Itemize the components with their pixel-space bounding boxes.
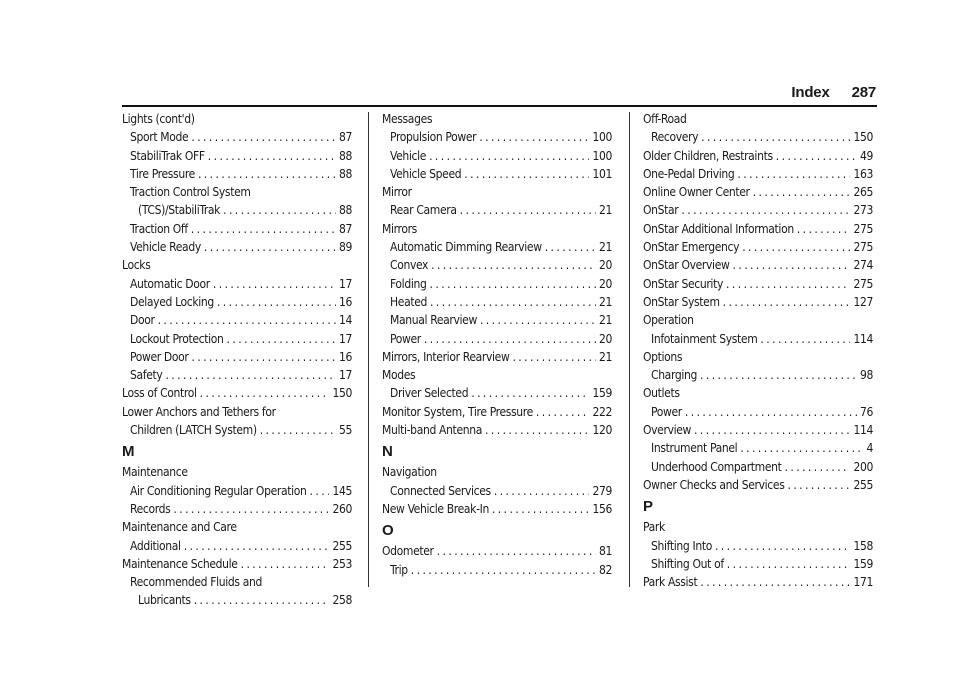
- index-entry: [643, 293, 873, 311]
- index-entry: [122, 482, 352, 500]
- dot-leader: [753, 183, 851, 201]
- entry-page-ref: 20: [598, 276, 612, 291]
- entry-page-ref: 274: [853, 258, 873, 273]
- index-entry: [643, 256, 873, 274]
- entry-term: Older Children, Restraints: [643, 148, 773, 163]
- index-entry: [643, 275, 873, 293]
- entry-term: OnStar: [643, 203, 679, 218]
- dot-leader: [213, 275, 336, 293]
- entry-page-ref: 88: [338, 148, 352, 163]
- index-heading: Operation: [643, 313, 694, 328]
- header-rule: [122, 105, 877, 107]
- entry-term: Power: [390, 331, 421, 346]
- entry-term: Tire Pressure: [130, 166, 195, 181]
- dot-leader: [681, 201, 850, 219]
- index-entry: [122, 311, 352, 329]
- index-entry: [122, 591, 352, 609]
- index-entry: [122, 293, 352, 311]
- index-column-3: [643, 110, 873, 591]
- index-heading: Messages: [382, 112, 433, 126]
- entry-page-ref: 21: [598, 349, 612, 364]
- index-entry: [382, 561, 612, 579]
- dot-leader: [198, 165, 336, 183]
- column-divider-2: [629, 112, 630, 587]
- entry-term: Underhood Compartment: [651, 459, 782, 474]
- entry-term: Folding: [390, 276, 427, 291]
- index-entry: [382, 384, 612, 402]
- entry-page-ref: 114: [853, 331, 873, 346]
- entry-page-ref: 76: [859, 404, 873, 419]
- entry-term: OnStar Security: [643, 276, 723, 291]
- entry-page-ref: 171: [853, 575, 873, 590]
- entry-page-ref: 255: [853, 477, 873, 492]
- entry-term: Propulsion Power: [390, 130, 477, 145]
- entry-term: Driver Selected: [390, 386, 469, 401]
- entry-term: (TCS)/StabiliTrak: [138, 203, 221, 218]
- index-entry: [382, 500, 612, 518]
- entry-term: OnStar Additional Information: [643, 221, 794, 236]
- dot-leader: [310, 482, 330, 500]
- index-entry: [382, 275, 612, 293]
- dot-leader: [715, 537, 850, 555]
- entry-page-ref: 258: [332, 593, 352, 608]
- index-entry: [643, 537, 873, 555]
- index-entry: [122, 220, 352, 238]
- dot-leader: [165, 366, 336, 384]
- entry-term: Shifting Out of: [651, 556, 724, 571]
- index-entry: [122, 421, 352, 439]
- index-heading: Maintenance: [122, 465, 188, 480]
- index-column-1: [122, 110, 352, 610]
- entry-page-ref: 255: [332, 538, 352, 553]
- index-heading: Traction Control System: [130, 185, 251, 200]
- index-entry: [643, 439, 873, 457]
- entry-term: OnStar System: [643, 294, 720, 309]
- entry-term: Door: [130, 313, 155, 328]
- dot-leader: [694, 421, 850, 439]
- dot-leader: [464, 165, 589, 183]
- dot-leader: [737, 165, 850, 183]
- entry-page-ref: 81: [598, 544, 612, 559]
- entry-term: OnStar Overview: [643, 258, 730, 273]
- index-entry: [122, 500, 352, 518]
- entry-term: Power: [651, 404, 682, 419]
- index-heading: Locks: [122, 258, 151, 273]
- entry-term: Odometer: [382, 544, 434, 559]
- dot-leader: [726, 275, 850, 293]
- entry-page-ref: 100: [592, 148, 612, 163]
- index-entry: [382, 293, 612, 311]
- index-entry: [643, 238, 873, 256]
- dot-leader: [700, 366, 857, 384]
- index-entry: [382, 348, 612, 366]
- dot-leader: [429, 147, 589, 165]
- entry-page-ref: 159: [592, 386, 612, 401]
- dot-leader: [536, 403, 590, 421]
- entry-page-ref: 114: [853, 423, 873, 438]
- dot-leader: [217, 293, 336, 311]
- index-heading: Outlets: [643, 386, 680, 401]
- entry-term: Connected Services: [390, 483, 491, 498]
- entry-term: Lockout Protection: [130, 331, 224, 346]
- dot-leader: [191, 220, 336, 238]
- index-entry: [122, 537, 352, 555]
- entry-page-ref: 275: [853, 276, 873, 291]
- entry-term: Power Door: [130, 349, 189, 364]
- entry-term: Rear Camera: [390, 203, 457, 218]
- index-entry: [122, 366, 352, 384]
- entry-page-ref: 159: [853, 556, 873, 571]
- entry-page-ref: 145: [332, 483, 352, 498]
- entry-page-ref: 87: [338, 221, 352, 236]
- index-entry: [122, 330, 352, 348]
- entry-term: Automatic Dimming Rearview: [390, 240, 542, 255]
- dot-leader: [479, 128, 589, 146]
- index-entry: [382, 165, 612, 183]
- entry-page-ref: 87: [338, 130, 352, 145]
- dot-leader: [437, 542, 596, 560]
- entry-term: Traction Off: [130, 221, 188, 236]
- index-entry: [643, 403, 873, 421]
- entry-term: Trip: [390, 562, 408, 577]
- dot-leader: [424, 330, 596, 348]
- entry-term: Multi-band Antenna: [382, 423, 482, 438]
- entry-term: Shifting Into: [651, 538, 712, 553]
- dot-leader: [223, 201, 336, 219]
- index-heading: Maintenance and Care: [122, 520, 237, 535]
- index-entry: [382, 421, 612, 439]
- page-number: 287: [851, 84, 876, 101]
- entry-term: Maintenance Schedule: [122, 556, 238, 571]
- entry-page-ref: 20: [598, 331, 612, 346]
- index-entry: [382, 311, 612, 329]
- entry-term: Additional: [130, 538, 181, 553]
- entry-term: Infotainment System: [651, 331, 758, 346]
- entry-term: Sport Mode: [130, 130, 189, 145]
- entry-page-ref: 273: [853, 203, 873, 218]
- entry-page-ref: 88: [338, 166, 352, 181]
- entry-term: Automatic Door: [130, 276, 210, 291]
- entry-term: Overview: [643, 423, 692, 438]
- dot-leader: [701, 128, 850, 146]
- page-header: [0, 84, 876, 101]
- dot-leader: [411, 561, 596, 579]
- section-letter: O: [382, 522, 394, 540]
- dot-leader: [685, 403, 857, 421]
- entry-page-ref: 200: [853, 459, 873, 474]
- index-heading: Mirrors: [382, 221, 417, 236]
- dot-leader: [184, 537, 330, 555]
- index-entry: [643, 128, 873, 146]
- entry-term: Records: [130, 501, 171, 516]
- entry-term: Vehicle Ready: [130, 240, 201, 255]
- entry-page-ref: 17: [338, 276, 352, 291]
- entry-term: Mirrors, Interior Rearview: [382, 349, 510, 364]
- index-entry: [122, 555, 352, 573]
- index-entry: [643, 573, 873, 591]
- entry-page-ref: 21: [598, 294, 612, 309]
- entry-page-ref: 222: [592, 404, 612, 419]
- dot-leader: [200, 384, 330, 402]
- index-heading: Modes: [382, 368, 416, 383]
- index-entry: [643, 421, 873, 439]
- dot-leader: [471, 384, 589, 402]
- index-entry: [122, 275, 352, 293]
- dot-leader: [191, 348, 335, 366]
- dot-leader: [194, 591, 330, 609]
- entry-page-ref: 16: [338, 294, 352, 309]
- index-entry: [122, 128, 352, 146]
- dot-leader: [431, 256, 596, 274]
- entry-page-ref: 21: [598, 203, 612, 218]
- dot-leader: [492, 500, 590, 518]
- index-heading: Mirror: [382, 185, 412, 200]
- index-heading: Off-Road: [643, 112, 687, 126]
- dot-leader: [260, 421, 336, 439]
- entry-page-ref: 127: [853, 294, 873, 309]
- index-entry: [122, 348, 352, 366]
- dot-leader: [742, 238, 850, 256]
- section-letter: N: [382, 443, 393, 461]
- dot-leader: [512, 348, 596, 366]
- index-entry: [382, 542, 612, 560]
- entry-page-ref: 21: [598, 313, 612, 328]
- index-heading: Park: [643, 520, 665, 535]
- index-entry: [122, 238, 352, 256]
- index-entry: [643, 220, 873, 238]
- entry-page-ref: 89: [338, 240, 352, 255]
- entry-term: Vehicle Speed: [390, 166, 462, 181]
- entry-page-ref: 88: [338, 203, 352, 218]
- entry-term: New Vehicle Break-In: [382, 501, 489, 516]
- entry-page-ref: 265: [853, 185, 873, 200]
- dot-leader: [241, 555, 330, 573]
- entry-page-ref: 163: [853, 166, 873, 181]
- entry-page-ref: 14: [338, 313, 352, 328]
- entry-term: Instrument Panel: [651, 441, 738, 456]
- index-column-2: [382, 110, 612, 579]
- entry-page-ref: 150: [332, 386, 352, 401]
- entry-page-ref: 260: [332, 501, 352, 516]
- index-entry: [382, 330, 612, 348]
- index-entry: [643, 147, 873, 165]
- entry-page-ref: 21: [598, 240, 612, 255]
- index-entry: [643, 165, 873, 183]
- dot-leader: [173, 500, 329, 518]
- section-letter: M: [122, 443, 135, 461]
- entry-term: Manual Rearview: [390, 313, 477, 328]
- dot-leader: [430, 275, 596, 293]
- entry-page-ref: 98: [859, 368, 873, 383]
- index-entry: [122, 165, 352, 183]
- entry-page-ref: 279: [592, 483, 612, 498]
- entry-term: Lubricants: [138, 593, 191, 608]
- section-letter: P: [643, 498, 654, 516]
- entry-page-ref: 275: [853, 221, 873, 236]
- index-entry: [643, 201, 873, 219]
- dot-leader: [545, 238, 596, 256]
- dot-leader: [776, 147, 857, 165]
- index-entry: [643, 330, 873, 348]
- entry-term: Charging: [651, 368, 697, 383]
- index-heading: Lower Anchors and Tethers for: [122, 404, 276, 419]
- entry-term: Delayed Locking: [130, 294, 214, 309]
- index-entry: [122, 147, 352, 165]
- entry-term: Owner Checks and Services: [643, 477, 785, 492]
- dot-leader: [191, 128, 336, 146]
- index-entry: [382, 128, 612, 146]
- dot-leader: [740, 439, 863, 457]
- dot-leader: [227, 330, 336, 348]
- entry-term: Safety: [130, 368, 163, 383]
- entry-page-ref: 275: [853, 240, 873, 255]
- dot-leader: [787, 476, 850, 494]
- dot-leader: [480, 311, 596, 329]
- entry-page-ref: 17: [338, 368, 352, 383]
- dot-leader: [485, 421, 589, 439]
- entry-term: OnStar Emergency: [643, 240, 740, 255]
- index-heading: Navigation: [382, 465, 437, 480]
- entry-term: Loss of Control: [122, 386, 197, 401]
- entry-page-ref: 100: [592, 130, 612, 145]
- index-entry: [643, 476, 873, 494]
- dot-leader: [460, 201, 596, 219]
- index-heading: Options: [643, 349, 683, 364]
- entry-term: Children (LATCH System): [130, 423, 257, 438]
- dot-leader: [723, 293, 851, 311]
- entry-page-ref: 253: [332, 556, 352, 571]
- index-entry: [122, 384, 352, 402]
- entry-page-ref: 49: [859, 148, 873, 163]
- entry-term: Recovery: [651, 130, 699, 145]
- entry-page-ref: 16: [338, 349, 352, 364]
- index-entry: [643, 458, 873, 476]
- dot-leader: [732, 256, 850, 274]
- index-entry: [643, 366, 873, 384]
- index-entry: [382, 482, 612, 500]
- entry-page-ref: 20: [598, 258, 612, 273]
- entry-term: Vehicle: [390, 148, 427, 163]
- index-heading: Lights (cont'd): [122, 112, 195, 126]
- entry-term: Monitor System, Tire Pressure: [382, 404, 533, 419]
- index-heading: Recommended Fluids and: [130, 575, 263, 590]
- dot-leader: [158, 311, 336, 329]
- column-divider-1: [368, 112, 369, 587]
- entry-page-ref: 158: [853, 538, 873, 553]
- entry-page-ref: 4: [866, 441, 873, 456]
- index-entry: [382, 238, 612, 256]
- dot-leader: [208, 147, 336, 165]
- entry-term: Air Conditioning Regular Operation: [130, 483, 307, 498]
- index-entry: [122, 201, 352, 219]
- page-title: Index: [791, 84, 830, 101]
- dot-leader: [494, 482, 590, 500]
- dot-leader: [760, 330, 850, 348]
- entry-term: Convex: [390, 258, 429, 273]
- dot-leader: [727, 555, 851, 573]
- index-entry: [643, 555, 873, 573]
- index-entry: [382, 403, 612, 421]
- entry-term: One-Pedal Driving: [643, 166, 735, 181]
- entry-page-ref: 82: [598, 562, 612, 577]
- dot-leader: [785, 458, 851, 476]
- entry-term: StabiliTrak OFF: [130, 148, 205, 163]
- dot-leader: [204, 238, 336, 256]
- entry-term: Online Owner Center: [643, 185, 750, 200]
- entry-page-ref: 156: [592, 501, 612, 516]
- dot-leader: [797, 220, 851, 238]
- entry-page-ref: 101: [592, 166, 612, 181]
- index-entry: [643, 183, 873, 201]
- entry-term: Heated: [390, 294, 428, 309]
- index-entry: [382, 256, 612, 274]
- entry-page-ref: 120: [592, 423, 612, 438]
- entry-page-ref: 17: [338, 331, 352, 346]
- entry-term: Park Assist: [643, 575, 698, 590]
- entry-page-ref: 55: [338, 423, 352, 438]
- index-entry: [382, 201, 612, 219]
- index-entry: [382, 147, 612, 165]
- entry-page-ref: 150: [853, 130, 873, 145]
- dot-leader: [700, 573, 850, 591]
- dot-leader: [430, 293, 596, 311]
